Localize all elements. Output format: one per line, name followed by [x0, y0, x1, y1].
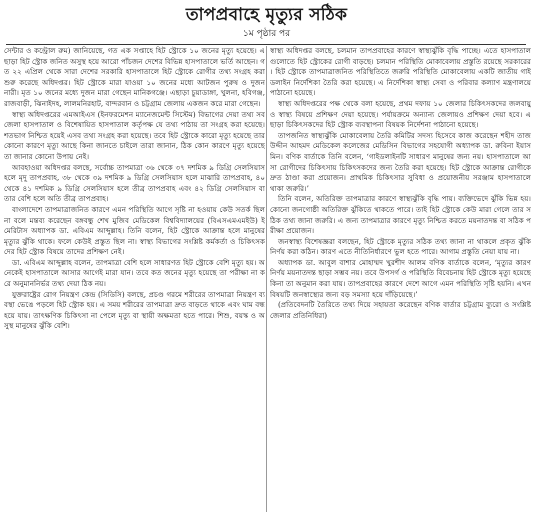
paragraph: স্বাস্থ্য অধিদপ্তর বলছে, চলমান তাপপ্রবাহের কারণে স্বাস্থ্যঝুঁকি বৃদ্ধি পাচ্ছে। এতে হাসপাতালগুলোতে হিট স্ট্রোকের রোগী বাড়ছে। চলমান পরিস্থিতি মোকাবেলায় প্রস্তুতি রয়েছে সরকারের। হিট স্ট্রোকে তাপমাত্রাজনিত পরিস্থিতিতে জরুরি পরিস্থিতি মোকাবেলায় একটি জাতীয় গাইডলাইন নির্দেশিকা তৈরি করা হয়েছে। এ নির্দেশিকা স্বাস্থ্য সেবা ও পরিবার কল্যাণ মন্ত্রণালয়ে পাঠানো হয়েছে। [270, 46, 531, 98]
right-column [270, 46, 531, 512]
paragraph: তাপজনিত স্বাস্থ্যঝুঁকি মোকাবেলায় তৈরি কমিটির সদস্য হিসেবে কাজ করেছেন শহীদ তাজউদ্দীন আহমদ মেডিকেল কলেজের মেডিসিন বিভাগের সহযোগী অধ্যাপক ডা. রুবিনা ইয়াসমিন। বণিক বার্তাকে তিনি বলেন, ‘গাইডলাইনটি সাধারণ মানুষের জন্য নয়। হাসপাতালে আসা রোগীদের চিকিৎসায় চিকিৎসকদের জন্য তৈরি করা হয়েছে। হিট স্ট্রোকে আক্রান্ত রোগীকে দ্রুত ঠাণ্ডা করা প্রয়োজন। প্রাথমিক চিকিৎসার সুবিধা ও প্রয়োজনীয় সরঞ্জাম হাসপাতালে থাকা জরুরি।’ [270, 130, 531, 193]
paragraph: যুক্তরাষ্ট্রের রোগ নিয়ন্ত্রণ কেন্দ্র (সিডিসি) বলছে, প্রচণ্ড গরমে শরীরের তাপমাত্রা নিয়ন্ত্রণ ব্যবস্থা ভেঙে পড়লে হিট স্ট্রোক হয়। এ সময় শরীরের তাপমাত্রা দ্রুত বাড়তে থাকে এবং ঘাম বন্ধ হয়ে যায়। তাৎক্ষণিক চিকিৎসা না পেলে মৃত্যু বা স্থায়ী অক্ষমতা হতে পারে। শিশু, বয়স্ক ও অসুস্থ মানুষের ঝুঁকি বেশি। [4, 289, 265, 331]
paragraph: স্বাস্থ্য অধিদপ্তরের পক্ষ থেকে বলা হয়েছে, প্রথম দফায় ১০ জেলার চিকিৎসকদের জলবায়ু ও স্বাস্থ্য বিষয়ে প্রশিক্ষণ দেয়া হয়েছে। পর্যায়ক্রমে অন্যান্য জেলায়ও প্রশিক্ষণ দেয়া হবে। এছাড়া চিকিৎসকদের হিট স্ট্রোক ব্যবস্থাপনা বিষয়ক নির্দেশনা পাঠানো হয়েছে। [270, 98, 531, 130]
paragraph: আবহাওয়া অধিদপ্তর বলছে, সর্বোচ্চ তাপমাত্রা ৩৬ থেকে ৩৭ দশমিক ৯ ডিগ্রি সেলসিয়াস হলে মৃদু তাপপ্রবাহ, ৩৮ থেকে ৩৯ দশমিক ৯ ডিগ্রি সেলসিয়াস হলে মাঝারি তাপপ্রবাহ, ৪০ থেকে ৪১ দশমিক ৯ ডিগ্রি সেলসিয়াস হলে তীব্র তাপপ্রবাহ এবং ৪২ ডিগ্রি সেলসিয়াস বা তার বেশি হলে অতি তীব্র তাপপ্রবাহ। [4, 162, 265, 204]
left-column [4, 46, 265, 512]
paragraph: ডা. এবিএম আব্দুল্লাহ বলেন, তাপমাত্রা বেশি হলে সাধারণত হিট স্ট্রোকে বেশি মৃত্যু হয়। অনেকেই হাসপাতালে আসার আগেই মারা যান। তবে কত জনের মৃত্যু হয়েছে তা পরীক্ষা না করে অনুমাননির্ভর তথ্য দেয়া ঠিক নয়। [4, 257, 265, 289]
header-rule [6, 44, 526, 45]
continuation-note: ১ম পৃষ্ঠার পর [242, 29, 291, 39]
paragraph: তিনি বলেন, অতিরিক্ত তাপমাত্রার কারণে স্বাস্থ্যঝুঁকি বৃদ্ধি পায়। ব্যক্তিভেদে ঝুঁকি ভিন্ন হয়। কোনো জনগোষ্ঠী অতিরিক্ত ঝুঁকিতে থাকতে পারে। তাই হিট স্ট্রোকে কেউ মারা গেলে তার সঠিক তথ্য জানা জরুরি। এ জন্য তাপমাত্রার কারণে মৃত্যু নিশ্চিত করতে ময়নাতদন্ত বা সঠিক পরীক্ষা প্রয়োজন। [270, 194, 531, 236]
article-headline: তাপপ্রবাহে মৃত্যুর সঠিক [185, 5, 348, 25]
paragraph: বাংলাদেশে তাপমাত্রাজনিত কারণে এমন পরিস্থিতি আগে সৃষ্টি না হওয়ায় কেউ সতর্ক ছিল না বলে মন্তব্য করেছেন বঙ্গবন্ধু শেখ মুজিব মেডিকেল বিশ্ববিদ্যালয়ের (বিএসএমএমইউ) ইমেরিটাস অধ্যাপক ডা. এবিএম আব্দুল্লাহ। তিনি বলেন, হিট স্ট্রোকে আক্রান্ত হলে মানুষের মৃত্যুর ঝুঁকি থাকে। ফলে কেউই প্রস্তুত ছিল না। স্বাস্থ্য বিভাগের সংশ্লিষ্ট কর্মকর্তা ও চিকিৎসকদের হিট স্ট্রোক বিষয়ে তাদের প্রশিক্ষণ নেই। [4, 204, 265, 257]
paragraph: জনস্বাস্থ্য বিশেষজ্ঞরা বলছেন, হিট স্ট্রোকে মৃত্যুর সঠিক তথ্য জানা না থাকলে প্রকৃত ঝুঁকি নির্ণয় করা কঠিন। কারণ এতে নীতিনির্ধারণে ভুল হতে পারে। আগাম প্রস্তুতি নেয়া যায় না। [270, 236, 531, 257]
paragraph: সেন্টার ও কন্ট্রোল রুম) জানিয়েছে, গত এক সপ্তাহে হিট স্ট্রোকে ১০ জনের মৃত্যু হয়েছে। এছাড়া হিট স্ট্রোক জনিত অসুস্থ হয়ে আরো পাঁচজন দেশের বিভিন্ন হাসপাতালে ভর্তি আছেন। গত ২২ এপ্রিল থেকে সারা দেশের সরকারি হাসপাতালে হিট স্ট্রোকে রোগীর তথ্য সংগ্রহ করা শুরু করেছে অধিদপ্তর। হিট স্ট্রোকে মারা যাওয়া ১০ জনের মধ্যে আটজন পুরুষ ও দুজন নারী। মৃত ১০ জনের মধ্যে দুজন মারা গেছেন মানিকগঞ্জে। এছাড়া চুয়াডাঙ্গা, খুলনা, হবিগঞ্জ, রাজবাড়ী, ঝিনাইদহ, লালমনিরহাট, বান্দরবান ও চট্টগ্রাম জেলায় একজন করে মারা গেছেন। [4, 46, 265, 108]
paragraph: অধ্যাপক ডা. আবুল বাশার মোহাম্মদ খুরশীদ আলম বণিক বার্তাকে বলেন, ‘মৃত্যুর কারণ নির্ণয় ময়নাতদন্ত ছাড়া সম্ভব নয়। তবে উপসর্গ ও পরিস্থিতি বিবেচনায় হিট স্ট্রোকে মৃত্যু হয়েছে কিনা তা অনুমান করা যায়। তাপপ্রবাহের কারণে দেশে আগে এমন পরিস্থিতি সৃষ্টি হয়নি। এখন বিষয়টি জনস্বাস্থ্যের জন্য বড় সমস্যা হয়ে দাঁড়িয়েছে।’ [270, 257, 531, 299]
reporting-credit: (প্রতিবেদনটি তৈরিতে তথ্য দিয়ে সহায়তা করেছেন বণিক বার্তার চট্টগ্রাম ব্যুরো ও সংশ্লিষ্ট জেলার প্রতিনিধিরা) [270, 300, 531, 320]
paragraph: স্বাস্থ্য অধিদপ্তরের এমআইএস (ইনফরমেশন ম্যানেজমেন্ট সিস্টেম) বিভাগের দেয়া তথ্য সব জেলা হাসপাতাল ও বিশেষায়িত হাসপাতাল কর্তৃপক্ষ যে তথ্য পাঠায় তা সংগ্রহ করা হয়েছে। শতভাগ নিশ্চিত হয়েই এসব তথ্য সংগ্রহ করা হয়েছে। তবে হিট স্ট্রোকে কারো মৃত্যু হয়েছে তার কোনো কারণে মৃত্যু আছে কিনা জানতে চাইলে তারা জানান, ঠিক কোন কারণে মৃত্যু হয়েছে তা জানার কোনো উপায় নেই। [4, 109, 265, 161]
column-divider [266, 46, 267, 512]
